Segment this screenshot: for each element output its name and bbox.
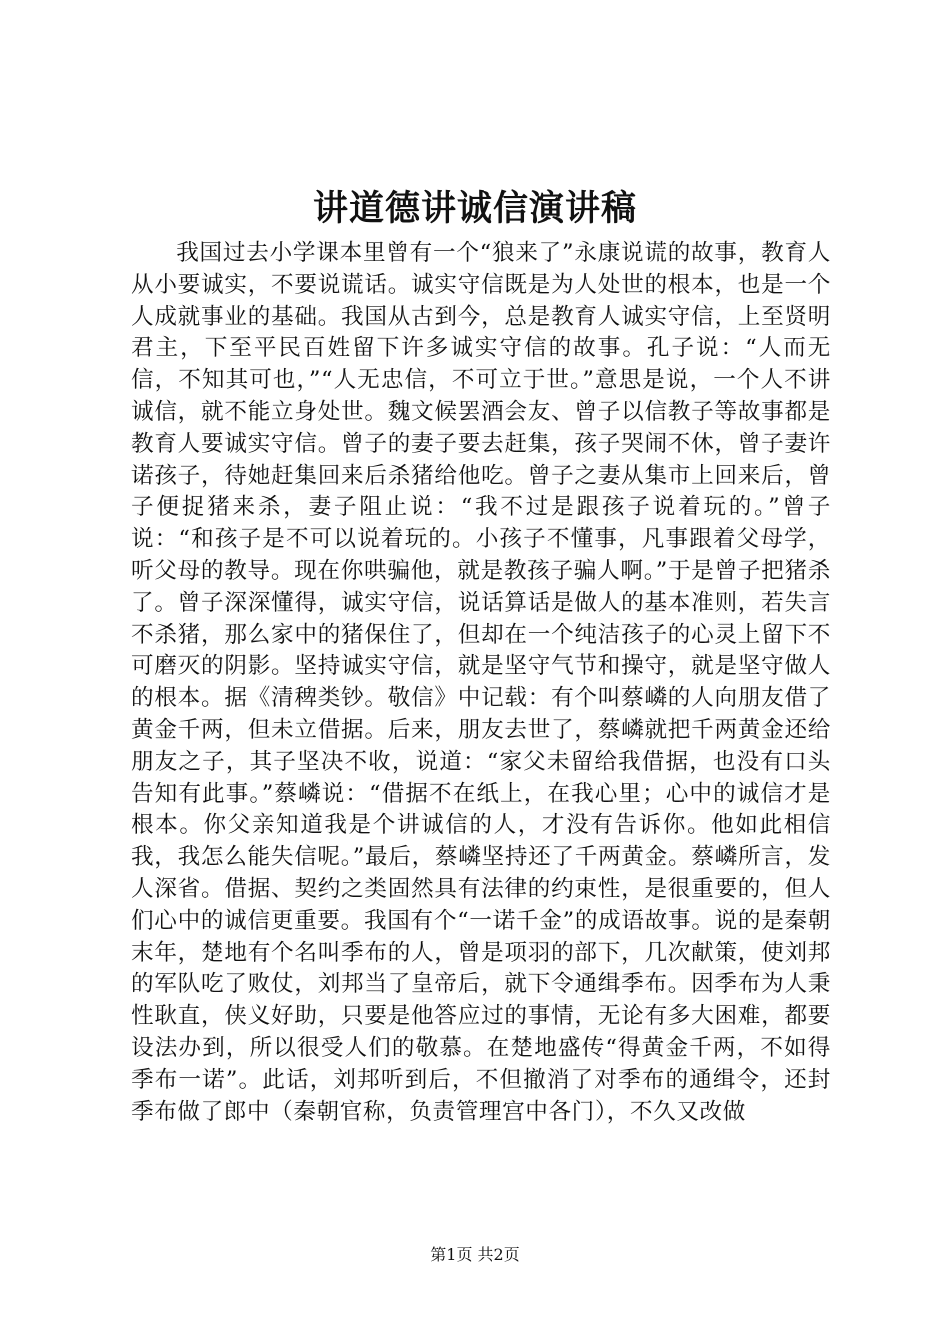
page-footer [0,1243,950,1267]
document-title: 讲道德讲诚信演讲稿 [312,188,637,229]
body-paragraph: 我国过去小学课本里曾有一个“狼来了”永康说谎的故事，教育人从小要诚实，不要说谎话。诚实守信既是为人处世的根本，也是一个人成就事业的基础。我国从古到今，总是教育人诚实守信，上至贤明君主，下至平民百姓留下许多诚实守信的故事。孔子说：“人而无信，不知其可也，”“人无忠信，不可立于世。”意思是说，一个人不讲诚信，就不能立身处世。魏文候罢酒会友、曾子以信教子等故事都是教育人要诚实守信。曾子的妻子要去赶集，孩子哭闹不休，曾子妻许诺孩子，待她赶集回来后杀猪给他吃。曾子之妻从集市上回来后，曾子便捉猪来杀，妻子阻止说：“我不过是跟孩子说着玩的。”曾子说：“和孩子是不可以说着玩的。小孩子不懂事，凡事跟着父母学，听父母的教导。现在你哄骗他，就是教孩子骗人啊。”于是曾子把猪杀了。曾子深深懂得，诚实守信，说话算话是做人的基本准则，若失言不杀猪，那么家中的猪保住了，但却在一个纯洁孩子的心灵上留下不可磨灭的阴影。坚持诚实守信，就是坚守气节和操守，就是坚守做人的根本。据《清稗类钞。敬信》中记载：有个叫蔡嶙的人向朋友借了黄金千两，但未立借据。后来，朋友去世了，蔡嶙就把千两黄金还给朋友之子，其子坚决不收，说道：“家父未留给我借据，也没有口头告知有此事。”蔡嶙说：“借据不在纸上，在我心里；心中的诚信才是根本。你父亲知道我是个讲诚信的人，才没有告诉你。他如此相信我，我怎么能失信呢。”最后，蔡嶙坚持还了千两黄金。蔡嶙所言，发人深省。借据、契约之类固然具有法律的约束性，是很重要的，但人们心中的诚信更重要。我国有个“一诺千金”的成语故事。说的是秦朝末年，楚地有个名叫季布的人，曾是项羽的部下，几次献策，使刘邦的军队吃了败仗，刘邦当了皇帝后，就下令通缉季布。因季布为人秉性耿直，侠义好助，只要是他答应过的事情，无论有多大困难，都要设法办到，所以很受人们的敬慕。在楚地盛传“得黄金千两，不如得季布一诺”。此话，刘邦听到后，不但撤消了对季布的通缉令，还封季布做了郎中（秦朝官称，负责管理宫中各门），不久又改做 [131,240,831,1125]
page-number: 第1页 [430,1245,473,1264]
page-total: 共2页 [477,1245,520,1264]
